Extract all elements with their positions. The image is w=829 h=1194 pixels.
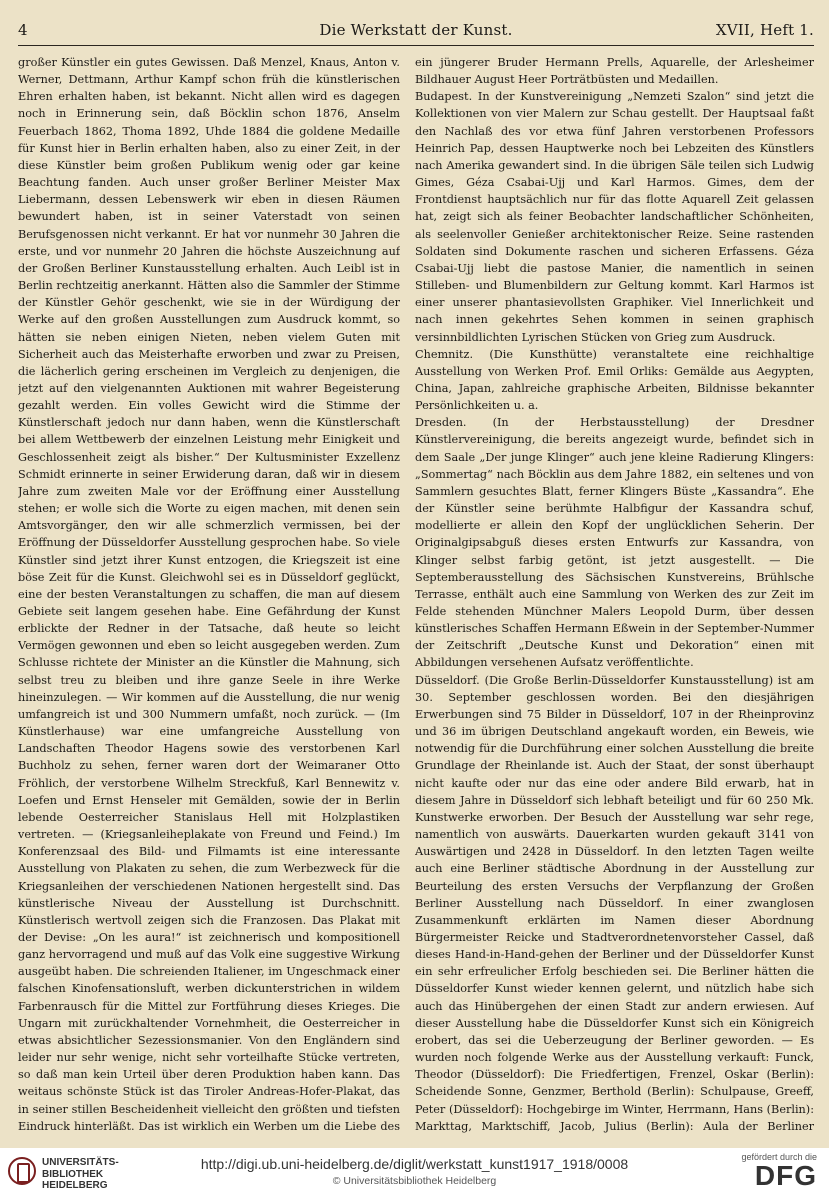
right-paragraph-dresden: Dresden. (In der Herbstausstellung) der Dresdner Künstlervereinigung, die bereits angezeigt wurde, befindet sich in dem Saale „Der junge Klinger“ auch jene kleine Radierung Klingers: „Sommertag“ nach Böcklin aus dem Jahre 1882, ein seltenes und von Sammlern gesuchtes Blatt, ferner Klingers Büste „Kassandra“. Ehe der Künstler seine berühmte Halbfigur der Kassandra schuf, modellierte er allein den Kopf der unglücklichen Seherin. Der Originalgipsabguß dieses ersten Entwurfs zur Kassandra, von Klinger selbst farbig getönt, ist jetzt ausgestellt. — Die Septemberausstellung des Sächsischen Kunstvereins, Brühlsche Terrasse, enthält auch eine Sammlung von Werken des zur Zeit im Felde stehenden Münchner Malers Leopold Durm, über dessen künstlerisches Schaffen Hermann Eßwein in der September-Nummer der Zeitschrift „Deutsche Kunst und Dekoration“ einen mit Abbildungen versehenen Aufsatz veröffentlichte. <box>415 416 814 670</box>
funder-label: gefördert durch die <box>741 1152 817 1162</box>
copyright-notice: © Universitätsbibliothek Heidelberg <box>332 1175 497 1187</box>
viewer-footer <box>0 1148 829 1194</box>
page-number: 4 <box>18 21 28 39</box>
header-rule <box>18 45 814 46</box>
left-column <box>18 54 400 1134</box>
journal-title: Die Werkstatt der Kunst. <box>319 21 513 39</box>
left-paragraph: großer Künstler ein gutes Gewissen. Daß Menzel, Knaus, Anton v. Werner, Dettmann, Arthur Kampf schon früh die künstlerischen Ehren erhalten haben, ist bekannt. Nicht allen wird es dagegen noch in Erinnerung sein, daß Böcklin schon 1876, Anselm Feuerbach 1862, Thoma 1892, Uhde 1884 die goldene Medaille für Kunst hier in Berlin erhalten haben, also zu einer Zeit, in der diese Künstler beim großen Publikum wenig oder gar keine Beachtung fanden. Auch unser großer Berliner Meister Max Liebermann, dessen Lebenswerk wir eben in diesen Räumen bewundert haben, ist in seiner Vaterstadt von seinen Berufsgenossen nicht verkannt. Er hat vor nunmehr 30 Jahren die erste, und vor nunmehr 20 Jahren die höchste Auszeichnung auf der Großen Berliner Kunstausstellung erhalten. Auch Leibl ist in Berlin rechtzeitig anerkannt. Hätten also die Sammler der Stimme der Künstler Gehör geschenkt, wie sie in der Würdigung der Werke auf den großen Ausstellungen zum Ausdruck kommt, so hätten sie neben einigen Nieten, neben vielem Guten mit Sicherheit auch das Meisterhafte erworben und zwar zu Preisen, die lächerlich gering erscheinen im Vergleich zu denjenigen, die jetzt auf den vielgenannten Auktionen mit wahrer Begeisterung gezahlt werden. Ein volles Gewicht wird die Stimme der Künstlerschaft jedoch nur dann haben, wenn die Künstlerschaft bei allem Wettbewerb der einzelnen Leistung mehr Einigkeit und Geschlossenheit zeigt als bisher.“ Der Kultusminister Exzellenz Schmidt erinnerte in seiner Erwiderung daran, daß wir in diesem Jahre zum zweiten Male vor der Eröffnung einer Ausstellung stehen; er wolle sich die Worte zu eigen machen, mit denen sein Amtsvorgänger, den wir alle schmerzlich vermissen, bei der Eröffnung der Düsseldorfer Ausstellung gesprochen habe. So viele Künstler sind jetzt ihrer Kunst entzogen, die Kriegszeit ist eine böse Zeit für die Kunst. Gleichwohl sei es in Düsseldorf geglückt, eine der besten Veranstaltungen zu schaffen, die man auf diesem Gebiete seit langem gesehen habe. Eine Gefährdung der Kunst erblickte der Redner in der Tatsache, daß heute so leicht Vermögen gewonnen und eben so leicht ausgegeben werden. Zum Schlusse richtete der Minister an die Künstler die Mahnung, sich selbst treu zu bleiben und ihre ganze Seele in ihre Werke hineinzulegen. — Wir kommen auf die Ausstellung, die nur wenig umfangreich ist und 300 Nummern umfaßt, noch zurück. — (Im Künstlerhause) war eine umfangreiche Ausstellung von Landschaften Theodor Hagens sowie des verstorbenen Karl Buchholz zu sehen, ferner waren dort der Weimaraner Otto Fröhlich, der verstorbene Wilhelm Streckfuß, Karl Bennewitz v. Loefen und Ernst Henseler mit Gemälden, sowie der in Berlin lebende Oesterreicher Stanislaus Hell mit Holzplastiken vertreten. — (Kriegsanleiheplakate von Freund und Feind.) Im Konferenzsaal des Bild- und Filmamts ist eine interessante Ausstellung von Plakaten zu sehen, die zum Werbezweck für die Kriegsanleihen der verschiedenen Nationen hergestellt sind. Das künstlerische Niveau der Ausstellung ist Durchschnitt. Künstlerisch wertvoll zeigen sich die Franzosen. Das Plakat mit der Devise: „On les aura!“ ist zeichnerisch und kompositionell ganz hervorragend und muß auf das Volk eine suggestive Wirkung ausgeübt haben. Die schreienden Italiener, im Ungeschmack einer falschen Kinofensationsluft, werben dickunterstrichen in wildem Farbenrausch für die Mittel zur Fortführung dieses Krieges. Die Ungarn mit zurückhaltender Vornehmheit, die Oesterreicher in etwas absichtlicher Sezessionsmanier. Von den Engländern sind leider nur sehr wenige, nicht sehr vorteilhafte Stücke vertreten, so daß man kein Urteil über deren Produktion haben kann. Das weitaus schönste Stück ist das Tiroler Andreas-Hofer-Plakat, das in seiner stillen Bescheidenheit vielleicht den größten und tiefsten Eindruck hinterläßt. Das ist wirklich ein Werben um die Liebe des <box>18 56 400 1133</box>
right-paragraph-chemnitz: Chemnitz. (Die Kunsthütte) veranstaltete eine reichhaltige Ausstellung von Werken Prof. Emil Orliks: Gemälde aus Aegypten, China, Japan, zahlreiche graphische Arbeiten, Bildnisse bekannter Persönlichkeiten u. a. <box>415 347 814 413</box>
running-header <box>18 21 814 43</box>
issue-label: XVII, Heft 1. <box>715 21 814 39</box>
permalink-url[interactable]: http://digi.ub.uni-heidelberg.de/diglit/werkstatt_kunst1917_1918/0008 <box>200 1156 629 1172</box>
institution-line: HEIDELBERG <box>42 1180 108 1191</box>
right-paragraph-budapest: Budapest. In der Kunstvereinigung „Nemzeti Szalon“ sind jetzt die Kollektionen von vier Malern zur Schau gestellt. Der Hauptsaal faßt den Nachlaß des vor etwa fünf Jahren verstorbenen Professors Heinrich Pap, dessen Hauptwerke noch bei Lebzeiten des Künstlers nach Amerika gewandert sind. In die übrigen Säle teilen sich Ludwig Gimes, Géza Csabai-Ujj und Karl Harmos. Gimes, dem der Frontdienst hauptsächlich nur für das flotte Aquarell Zeit gelassen hat, zeigt sich als feiner Beobachter landschaftlicher Schönheiten, als seelenvoller Genießer architektonischer Reize. Seine rastenden Soldaten sind Dokumente raschen und sicheren Erfassens. Géza Csabai-Ujj liebt die pastose Manier, die namentlich in seinen Stilleben- und Blumenbildern zur Geltung kommt. Karl Harmos ist einer unserer phantasievollsten Graphiker. Viel Innerlichkeit und nach innen gekehrtes Sehen kommen in seinen graphisch versinnbildlichten Lyrischen Stücken von Grieg zum Ausdruck. <box>415 90 814 344</box>
right-paragraph-duesseldorf: Düsseldorf. (Die Große Berlin-Düsseldorfer Kunstausstellung) ist am 30. September geschlossen worden. Bei den diesjährigen Erwerbungen sind 75 Bilder in Düsseldorf, 107 in der Rheinprovinz und 36 im übrigen Deutschland angekauft worden, ein Beweis, wie notwendig für die Durchführung einer solchen Ausstellung die breite Grundlage der Rheinlande ist. Auch der Staat, der sonst überhaupt nicht kaufte oder nur das eine oder andere Bild erwarb, hat in diesem Jahre in Düsseldorf sich lebhaft beteiligt und für 60 250 Mk. Kunstwerke erworben. Der Besuch der Ausstellung war sehr rege, namentlich von auswärts. Dauerkarten wurden gekauft 3141 von Auswärtigen und 2428 in Düsseldorf. In den letzten Tagen weilte auch eine Berliner städtische Abordnung in der Ausstellung zur Beurteilung des ersten Versuchs der Verpflanzung der Großen Berliner Ausstellung nach Düsseldorf. In einer zwanglosen Zusammenkunft erklärten im Namen dieser Abordnung Bürgermeister Reicke und Stadtverordnetenvorsteher Cassel, daß dieses Hand-in-Hand-gehen der Berliner und der Düsseldorfer Kunst ein sehr erfreulicher Erfolg beschieden sei. Die Berliner hätten die Düsseldorfer Kunst wieder kennen gelernt, und nützlich habe sich auch das Hinübergehen der einen Stadt zur andern erwiesen. Auf dieser Ausstellung habe die Düsseldorfer Kunst sich ein Königreich erobert, das sei die Ueberzeugung der Berliner geworden. — Es wurden noch folgende Werke aus der Ausstellung verkauft: Funck, Theodor (Düsseldorf): Die Friedfertigen, Frenzel, Oskar (Berlin): Scheidende Sonne, Genzmer, Berthold (Berlin): Schulpause, Greeff, Peter (Düsseldorf): Hochgebirge im Winter, Herrmann, Hans (Berlin): Markttag, Marktschiff, Jacob, Julius (Berlin): Aula der Berliner <box>415 673 814 1133</box>
right-paragraph: ein jüngerer Bruder Hermann Prells, Aquarelle, der Arlesheimer Bildhauer August Heer Porträtbüsten und Medaillen. <box>415 56 814 87</box>
right-column <box>415 54 814 1134</box>
institution-line: UNIVERSITÄTS- <box>42 1157 119 1168</box>
dfg-logo: DFG <box>754 1160 817 1191</box>
institution-line: BIBLIOTHEK <box>42 1168 104 1180</box>
